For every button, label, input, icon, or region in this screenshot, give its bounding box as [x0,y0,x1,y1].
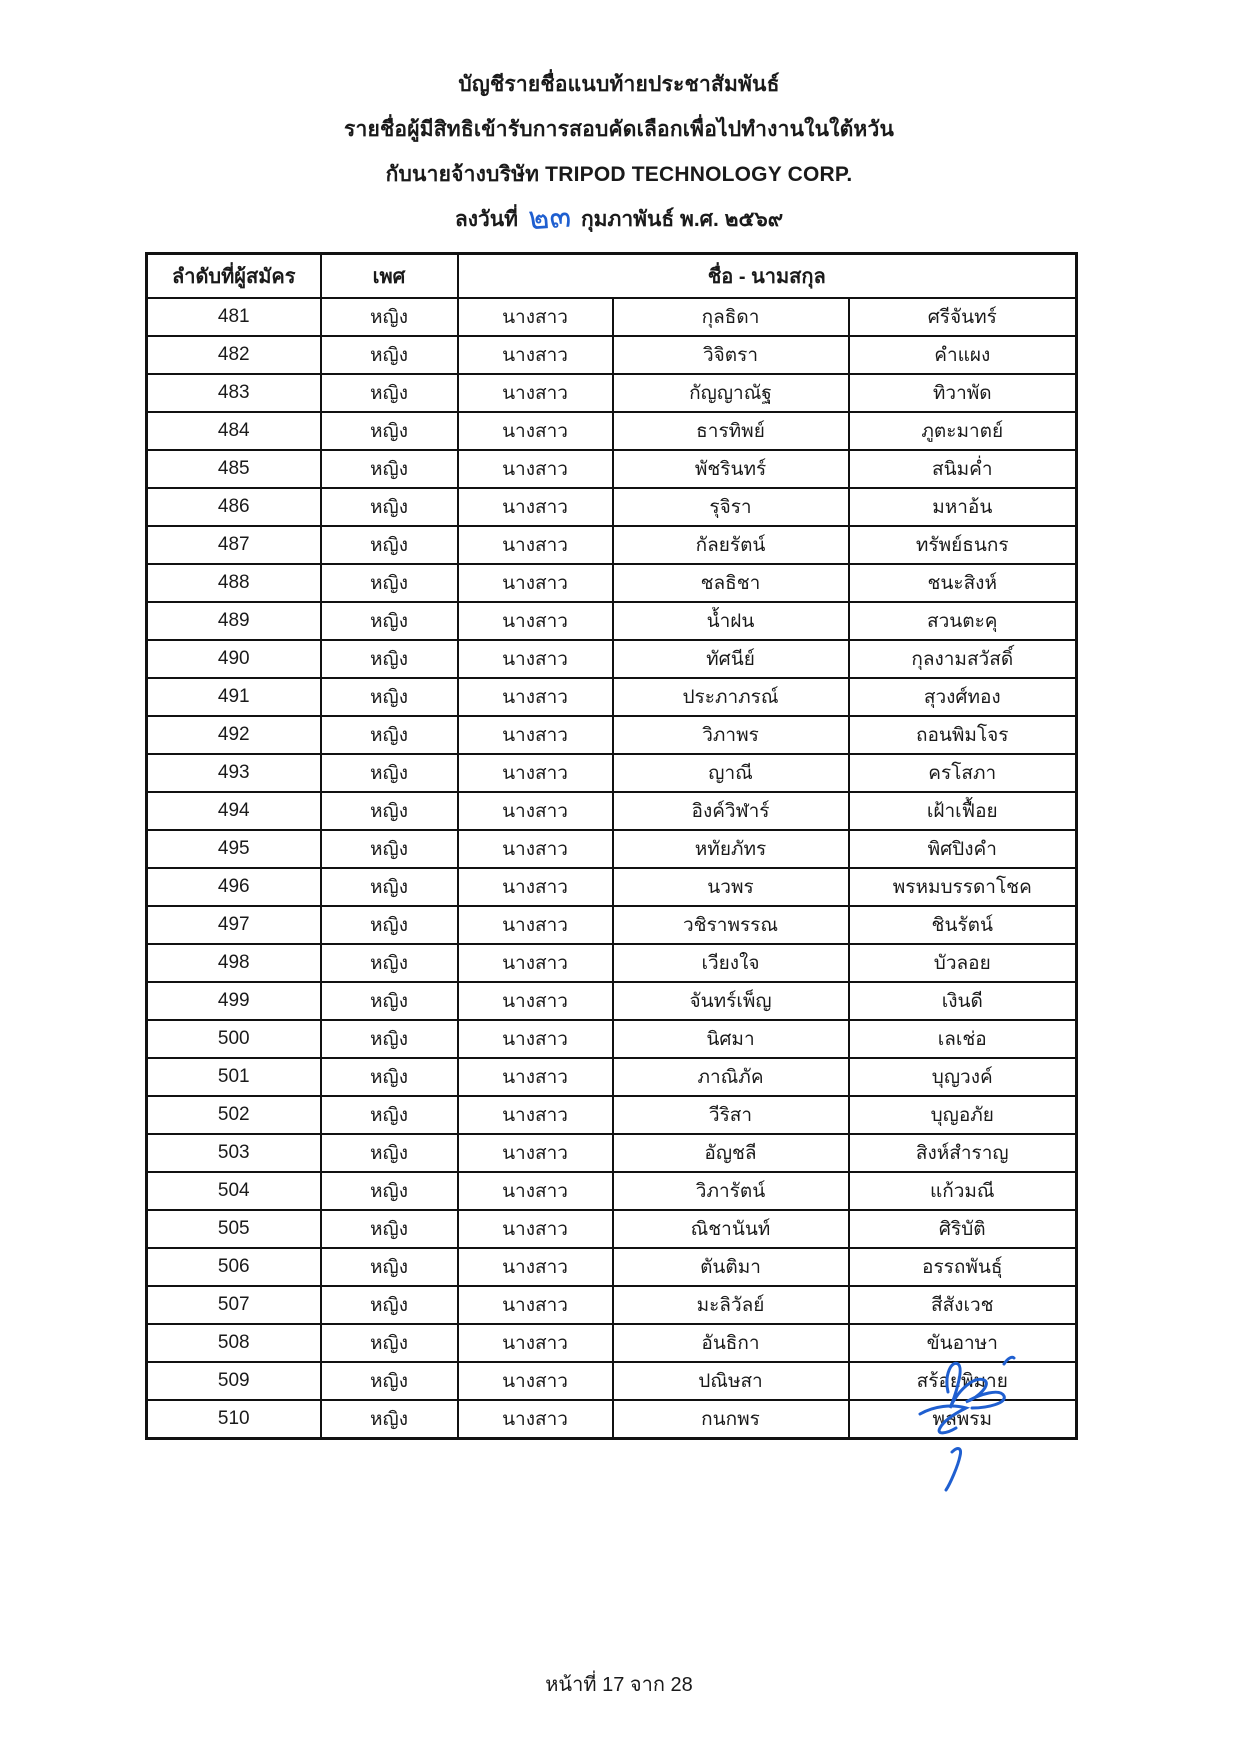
applicant-number-cell: 484 [147,412,321,450]
gender-cell: หญิง [321,944,458,982]
table-row [147,1324,1077,1362]
table-row [147,1286,1077,1324]
table-row [147,678,1077,716]
applicant-number-cell: 491 [147,678,321,716]
gender-cell: หญิง [321,1324,458,1362]
title-cell: นางสาว [458,830,613,868]
lastname-cell: สร้อยพิมาย [849,1362,1077,1400]
table-row [147,982,1077,1020]
title-cell: นางสาว [458,602,613,640]
title-cell: นางสาว [458,336,613,374]
title-cell: นางสาว [458,412,613,450]
lastname-cell: ศิริบัติ [849,1210,1077,1248]
table-row [147,716,1077,754]
header-gender: เพศ [321,254,458,299]
header-applicant-number: ลำดับที่ผู้สมัคร [147,254,321,299]
gender-cell: หญิง [321,336,458,374]
date-line [0,197,1238,243]
firstname-cell: วีริสา [613,1096,849,1134]
table-row [147,488,1077,526]
gender-cell: หญิง [321,1362,458,1400]
firstname-cell: กัญญาณัฐ [613,374,849,412]
lastname-cell: เลเช่อ [849,1020,1077,1058]
lastname-cell: บุญอภัย [849,1096,1077,1134]
lastname-cell: แก้วมณี [849,1172,1077,1210]
gender-cell: หญิง [321,1286,458,1324]
gender-cell: หญิง [321,1400,458,1439]
date-prefix: ลงวันที่ [454,208,518,231]
applicant-number-cell: 502 [147,1096,321,1134]
firstname-cell: ณิชานันท์ [613,1210,849,1248]
lastname-cell: สนิมค่ำ [849,450,1077,488]
applicant-number-cell: 497 [147,906,321,944]
lastname-cell: ถอนพิมโจร [849,716,1077,754]
applicant-number-cell: 507 [147,1286,321,1324]
title-cell: นางสาว [458,1172,613,1210]
gender-cell: หญิง [321,982,458,1020]
firstname-cell: ชลธิชา [613,564,849,602]
gender-cell: หญิง [321,1210,458,1248]
title-cell: นางสาว [458,450,613,488]
lastname-cell: พิศปิงคำ [849,830,1077,868]
title-cell: นางสาว [458,526,613,564]
firstname-cell: ทัศนีย์ [613,640,849,678]
firstname-cell: รุจิรา [613,488,849,526]
title-cell: นางสาว [458,298,613,336]
title-cell: นางสาว [458,564,613,602]
firstname-cell: ประภาภรณ์ [613,678,849,716]
table-row [147,1096,1077,1134]
lastname-cell: พลพรม [849,1400,1077,1439]
firstname-cell: พัชรินทร์ [613,450,849,488]
firstname-cell: กัลยรัตน์ [613,526,849,564]
lastname-cell: บุญวงค์ [849,1058,1077,1096]
title-cell: นางสาว [458,944,613,982]
applicant-number-cell: 482 [147,336,321,374]
applicant-number-cell: 485 [147,450,321,488]
table-row [147,298,1077,336]
firstname-cell: อิงค์วิฬาร์ [613,792,849,830]
table-row [147,1134,1077,1172]
table-row [147,792,1077,830]
table-row [147,336,1077,374]
gender-cell: หญิง [321,792,458,830]
gender-cell: หญิง [321,716,458,754]
applicant-number-cell: 486 [147,488,321,526]
lastname-cell: พรหมบรรดาโชค [849,868,1077,906]
table-row [147,944,1077,982]
applicant-table [145,252,1078,1440]
table-body [147,298,1077,1439]
title-cell: นางสาว [458,1096,613,1134]
lastname-cell: ชินรัตน์ [849,906,1077,944]
firstname-cell: เวียงใจ [613,944,849,982]
firstname-cell: มะลิวัลย์ [613,1286,849,1324]
applicant-number-cell: 494 [147,792,321,830]
gender-cell: หญิง [321,1134,458,1172]
title-cell: นางสาว [458,1020,613,1058]
lastname-cell: สิงห์สำราญ [849,1134,1077,1172]
gender-cell: หญิง [321,1248,458,1286]
firstname-cell: วชิราพรรณ [613,906,849,944]
gender-cell: หญิง [321,830,458,868]
lastname-cell: เงินดี [849,982,1077,1020]
title-cell: นางสาว [458,1362,613,1400]
applicant-number-cell: 499 [147,982,321,1020]
title-cell: นางสาว [458,640,613,678]
lastname-cell: ศรีจันทร์ [849,298,1077,336]
firstname-cell: อัญชลี [613,1134,849,1172]
firstname-cell: หทัยภัทร [613,830,849,868]
table-row [147,906,1077,944]
applicant-number-cell: 505 [147,1210,321,1248]
firstname-cell: ปณิษสา [613,1362,849,1400]
title-cell: นางสาว [458,1210,613,1248]
gender-cell: หญิง [321,1058,458,1096]
gender-cell: หญิง [321,1096,458,1134]
lastname-cell: ภูตะมาตย์ [849,412,1077,450]
applicant-number-cell: 496 [147,868,321,906]
table-row [147,754,1077,792]
title-line-2: รายชื่อผู้มีสิทธิเข้ารับการสอบคัดเลือกเพื่อไปทำงานในใต้หวัน [343,118,895,141]
handwritten-date-day: ๒๓ [526,197,573,237]
title-cell: นางสาว [458,716,613,754]
lastname-cell: ขันอาษา [849,1324,1077,1362]
lastname-cell: คำแผง [849,336,1077,374]
title-cell: นางสาว [458,754,613,792]
firstname-cell: อันธิกา [613,1324,849,1362]
gender-cell: หญิง [321,488,458,526]
applicant-number-cell: 493 [147,754,321,792]
gender-cell: หญิง [321,868,458,906]
table-row [147,564,1077,602]
table-row [147,1020,1077,1058]
lastname-cell: ทรัพย์ธนกร [849,526,1077,564]
firstname-cell: ญาณี [613,754,849,792]
firstname-cell: น้ำฝน [613,602,849,640]
gender-cell: หญิง [321,602,458,640]
title-line-1: บัญชีรายชื่อแนบท้ายประชาสัมพันธ์ [458,73,780,96]
firstname-cell: นิศมา [613,1020,849,1058]
firstname-cell: ภาณิภัค [613,1058,849,1096]
applicant-number-cell: 487 [147,526,321,564]
page-number: หน้าที่ 17 จาก 28 [545,1674,693,1696]
table-row [147,868,1077,906]
applicant-number-cell: 495 [147,830,321,868]
lastname-cell: ชนะสิงห์ [849,564,1077,602]
lastname-cell: บัวลอย [849,944,1077,982]
table-row [147,602,1077,640]
lastname-cell: สีสังเวช [849,1286,1077,1324]
title-cell: นางสาว [458,374,613,412]
table-row [147,1058,1077,1096]
applicant-number-cell: 481 [147,298,321,336]
applicant-number-cell: 509 [147,1362,321,1400]
table-row [147,830,1077,868]
firstname-cell: ตันติมา [613,1248,849,1286]
table-row [147,1172,1077,1210]
table-row [147,640,1077,678]
applicant-number-cell: 500 [147,1020,321,1058]
gender-cell: หญิง [321,526,458,564]
lastname-cell: สุวงศ์ทอง [849,678,1077,716]
title-cell: นางสาว [458,1324,613,1362]
table-row [147,374,1077,412]
firstname-cell: วิภาพร [613,716,849,754]
title-cell: นางสาว [458,1286,613,1324]
document-header [0,62,1238,243]
applicant-number-cell: 508 [147,1324,321,1362]
lastname-cell: เฝ้าเฟื้อย [849,792,1077,830]
lastname-cell: ครโสภา [849,754,1077,792]
applicant-number-cell: 501 [147,1058,321,1096]
applicant-number-cell: 510 [147,1400,321,1439]
table-row [147,1248,1077,1286]
title-line-3: กับนายจ้างบริษัท TRIPOD TECHNOLOGY CORP. [385,163,853,186]
title-cell: นางสาว [458,488,613,526]
gender-cell: หญิง [321,1020,458,1058]
gender-cell: หญิง [321,374,458,412]
table-row [147,1210,1077,1248]
applicant-number-cell: 488 [147,564,321,602]
gender-cell: หญิง [321,906,458,944]
applicant-number-cell: 489 [147,602,321,640]
gender-cell: หญิง [321,564,458,602]
title-cell: นางสาว [458,1248,613,1286]
gender-cell: หญิง [321,412,458,450]
table-row [147,412,1077,450]
title-cell: นางสาว [458,868,613,906]
table-row [147,526,1077,564]
title-cell: นางสาว [458,1058,613,1096]
firstname-cell: วิภารัตน์ [613,1172,849,1210]
gender-cell: หญิง [321,298,458,336]
table-row [147,1362,1077,1400]
table-row [147,1400,1077,1439]
firstname-cell: กนกพร [613,1400,849,1439]
title-cell: นางสาว [458,982,613,1020]
applicant-number-cell: 506 [147,1248,321,1286]
applicant-number-cell: 498 [147,944,321,982]
applicant-number-cell: 492 [147,716,321,754]
lastname-cell: สวนตะคุ [849,602,1077,640]
title-cell: นางสาว [458,1134,613,1172]
firstname-cell: ธารทิพย์ [613,412,849,450]
applicant-number-cell: 503 [147,1134,321,1172]
gender-cell: หญิง [321,450,458,488]
title-cell: นางสาว [458,906,613,944]
date-suffix: กุมภาพันธ์ พ.ศ. ๒๕๖๙ [580,208,784,231]
firstname-cell: กุลธิดา [613,298,849,336]
table-header-row [147,254,1077,299]
gender-cell: หญิง [321,640,458,678]
lastname-cell: กุลงามสวัสดิ์ [849,640,1077,678]
table-row [147,450,1077,488]
firstname-cell: วิจิตรา [613,336,849,374]
title-cell: นางสาว [458,678,613,716]
gender-cell: หญิง [321,1172,458,1210]
lastname-cell: มหาอ้น [849,488,1077,526]
lastname-cell: อรรถพันธุ์ [849,1248,1077,1286]
lastname-cell: ทิวาพัด [849,374,1077,412]
applicant-number-cell: 504 [147,1172,321,1210]
applicant-number-cell: 490 [147,640,321,678]
firstname-cell: จันทร์เพ็ญ [613,982,849,1020]
firstname-cell: นวพร [613,868,849,906]
title-cell: นางสาว [458,792,613,830]
title-cell: นางสาว [458,1400,613,1439]
gender-cell: หญิง [321,678,458,716]
applicant-number-cell: 483 [147,374,321,412]
gender-cell: หญิง [321,754,458,792]
header-fullname: ชื่อ - นามสกุล [458,254,1077,299]
